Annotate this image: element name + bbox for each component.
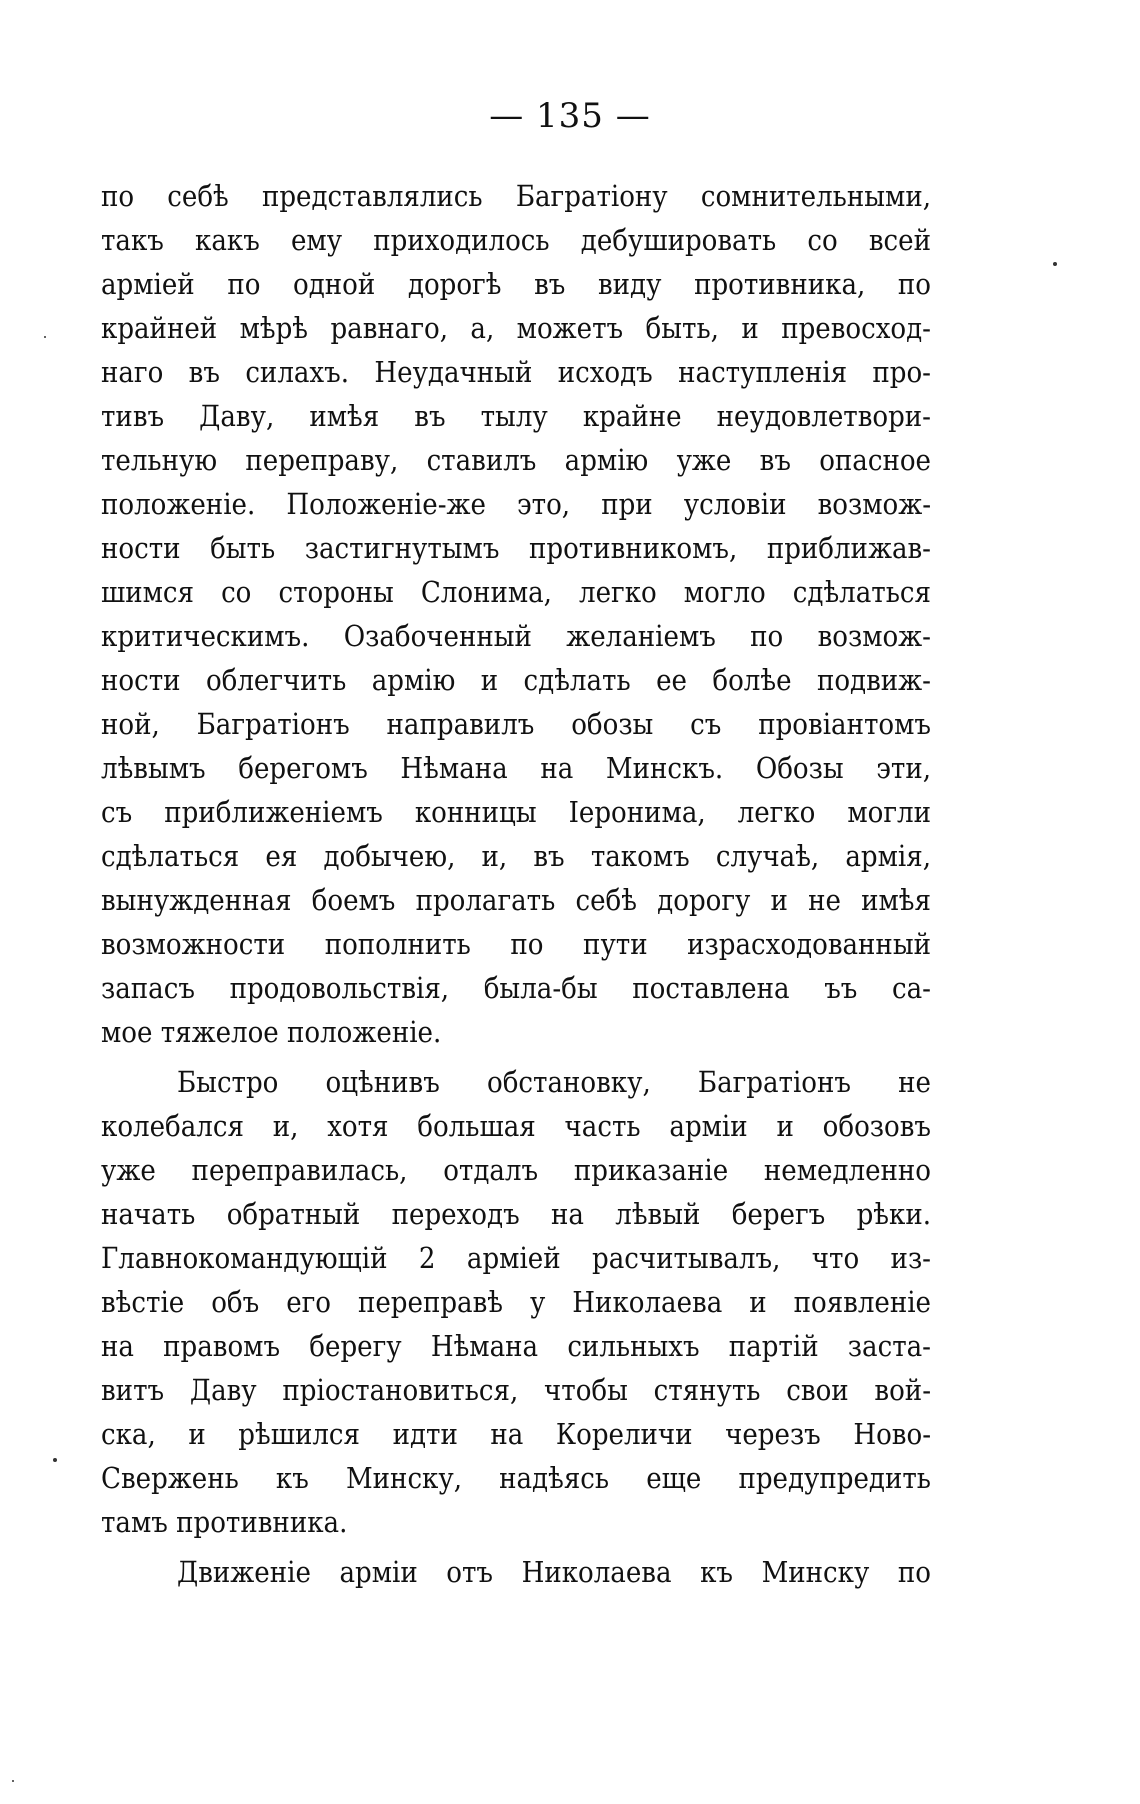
- text-line: ности облегчить армію и сдѣлать ее болѣе подвиж-: [101, 663, 931, 697]
- text-line: Главнокомандующій 2 арміей расчитывалъ, что из-: [101, 1241, 931, 1275]
- text-line: уже переправилась, отдалъ приказаніе немедленно: [101, 1153, 931, 1187]
- text-line: тамъ противника.: [101, 1505, 348, 1539]
- text-line: ности быть застигнутымъ противникомъ, приближав-: [101, 531, 931, 565]
- text-line: витъ Даву пріостановиться, чтобы стянуть свои вой-: [101, 1373, 931, 1407]
- paragraph-2: [101, 1060, 931, 1544]
- text-line: ной, Багратіонъ направилъ обозы съ провіантомъ: [101, 707, 931, 741]
- text-line: колебался и, хотя большая часть арміи и обозовъ: [101, 1109, 931, 1143]
- text-line: возможности пополнить по пути израсходованный: [101, 927, 931, 961]
- text-line: шимся со стороны Слонима, легко могло сдѣлаться: [101, 575, 931, 609]
- text-line: запасъ продовольствія, была-бы поставлена ъъ са-: [101, 971, 931, 1005]
- text-line: тивъ Даву, имѣя въ тылу крайне неудовлетвори-: [101, 399, 931, 433]
- text-line: тельную переправу, ставилъ армію уже въ опасное: [101, 443, 931, 477]
- text-line: сдѣлаться ея добычею, и, въ такомъ случаѣ, армія,: [101, 839, 931, 873]
- text-line: Свержень къ Минску, надѣясь еще предупредить: [101, 1461, 931, 1495]
- text-line: арміей по одной дорогѣ въ виду противника, по: [101, 267, 931, 301]
- scan-speck: [12, 1780, 14, 1782]
- text-line: съ приближеніемъ конницы Іеронима, легко могли: [101, 795, 931, 829]
- text-line: критическимъ. Озабоченный желаніемъ по возмож-: [101, 619, 931, 653]
- paragraph-1: [101, 174, 931, 1054]
- text-line: наго въ силахъ. Неудачный исходъ наступленія про-: [101, 355, 931, 389]
- text-line: по себѣ представлялись Багратіону сомнительными,: [101, 179, 931, 213]
- text-line: мое тяжелое положеніе.: [101, 1015, 442, 1049]
- body-text: [101, 174, 931, 1594]
- text-line: вынужденная боемъ пролагать себѣ дорогу и не имѣя: [101, 883, 931, 917]
- text-line: крайней мѣрѣ равнаго, а, можетъ быть, и превосход-: [101, 311, 931, 345]
- scan-speck: [1053, 262, 1057, 266]
- text-line: начать обратный переходъ на лѣвый берегъ рѣки.: [101, 1197, 931, 1231]
- text-line: такъ какъ ему приходилось дебушировать со всей: [101, 223, 931, 257]
- page-number: — 135 —: [489, 96, 651, 136]
- text-line: на правомъ берегу Нѣмана сильныхъ партій заста-: [101, 1329, 931, 1363]
- scan-speck: [44, 336, 46, 338]
- paragraph-3: [101, 1550, 931, 1594]
- text-line: ска, и рѣшился идти на Кореличи черезъ Ново-: [101, 1417, 931, 1451]
- scan-speck: [53, 1458, 57, 1462]
- text-line: вѣстіе объ его переправѣ у Николаева и появленіе: [101, 1285, 931, 1319]
- text-line: лѣвымъ берегомъ Нѣмана на Минскъ. Обозы эти,: [101, 751, 931, 785]
- text-line: Быстро оцѣнивъ обстановку, Багратіонъ не: [177, 1065, 931, 1099]
- text-line: Движеніе арміи отъ Николаева къ Минску по: [177, 1555, 931, 1589]
- text-line: положеніе. Положеніе-же это, при условіи возмож-: [101, 487, 931, 521]
